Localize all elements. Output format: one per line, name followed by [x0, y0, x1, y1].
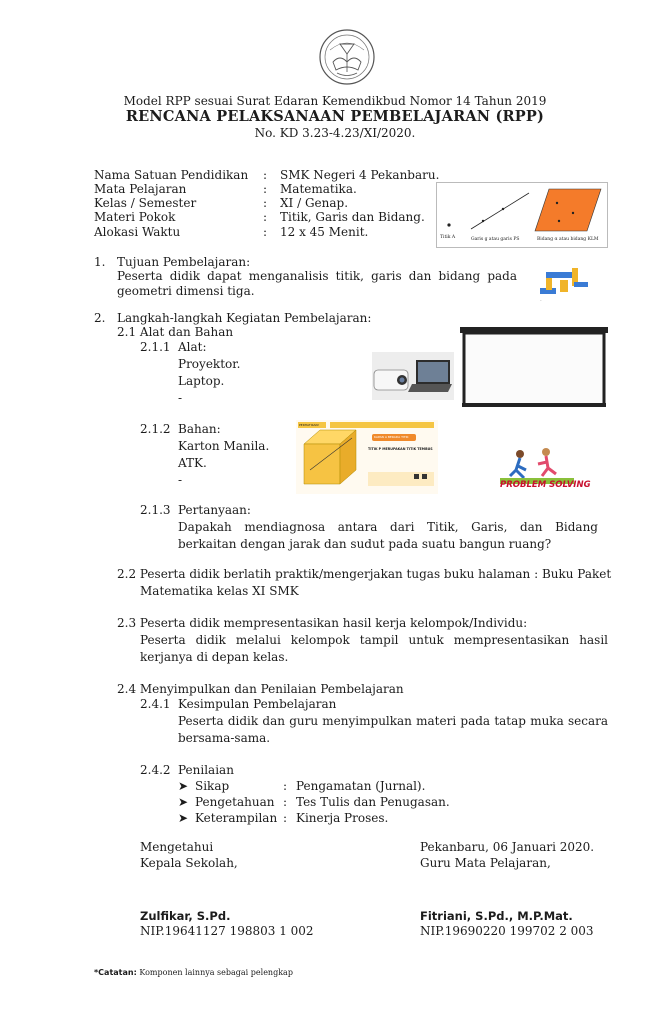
- line-g-icon: [471, 193, 529, 229]
- caption-plane: Bidang α atau bidang KLM: [537, 237, 599, 242]
- section-2-1-3-text: Dapakah mendiagnosa antara dari Titik, Garis, dan Bidang berkaitan dengan jarak dan sudut pada suatu bangun ruang?: [178, 520, 598, 551]
- identity-value: Matematika.: [280, 182, 357, 196]
- identity-colon: :: [263, 182, 268, 196]
- caption-line: Garis g atau garis PS: [471, 237, 520, 242]
- assessment-value: Pengamatan (Jurnal).: [296, 779, 426, 793]
- projector-laptop-image: [372, 352, 454, 400]
- cube-slide-label: PERHATIKAN!: [299, 423, 319, 427]
- material-item: ATK.: [178, 456, 207, 470]
- section-2-1-3-number: 2.1.3: [140, 503, 171, 517]
- section-2-3-heading: 2.3 Peserta didik mempresentasikan hasil kerja kelompok/Individu:: [117, 616, 528, 630]
- signature-left-line-1: Mengetahui: [140, 840, 214, 854]
- tool-item: -: [178, 391, 183, 405]
- section-2-4-1-number: 2.4.1: [140, 697, 171, 711]
- projection-screen-image: [460, 327, 608, 409]
- identity-value: Titik, Garis dan Bidang.: [280, 210, 425, 224]
- identity-label: Alokasi Waktu: [94, 225, 181, 239]
- section-2-4-2-number: 2.4.2: [140, 763, 171, 777]
- section-1-text: Peserta didik dapat menganalisis titik, garis dan bidang pada geometri dimensi tiga.: [117, 269, 517, 298]
- section-1-title: Tujuan Pembelajaran:: [117, 255, 251, 269]
- signature-right-line-2: Guru Mata Pelajaran,: [420, 856, 551, 870]
- identity-colon: :: [263, 168, 268, 182]
- footnote-text: Komponen lainnya sebagai pelengkap: [139, 968, 293, 977]
- cube-slide-image: [296, 420, 438, 494]
- section-2-4-1-text: Peserta didik dan guru menyimpulkan materi pada tatap muka secara bersama-sama.: [178, 714, 608, 745]
- identity-colon: :: [263, 210, 268, 224]
- identity-label: Materi Pokok: [94, 210, 176, 224]
- section-2-1-1-number: 2.1.1: [140, 340, 171, 354]
- assessment-label: Keterampilan: [195, 811, 278, 825]
- teacher-name: Fitriani, S.Pd., M.P.Mat.: [420, 909, 573, 923]
- arrow-bullet-icon: ➤: [178, 795, 189, 809]
- identity-value: SMK Negeri 4 Pekanbaru.: [280, 168, 440, 182]
- section-2-2-heading: 2.2 Peserta didik berlatih praktik/mengerjakan tugas buku halaman : Buku Paket: [117, 567, 612, 581]
- principal-name: Zulfikar, S.Pd.: [140, 909, 231, 923]
- assessment-colon: :: [283, 795, 288, 809]
- problem-solving-label: PROBLEM SOLVING: [500, 480, 591, 490]
- principal-nip: NIP.19641127 198803 1 002: [140, 924, 314, 938]
- plane-alpha-icon: [535, 189, 601, 231]
- identity-value: 12 x 45 Menit.: [280, 225, 369, 239]
- geometry-figure: [436, 182, 608, 248]
- section-2-1-2-title: Bahan:: [178, 422, 221, 436]
- document-title: RENCANA PELAKSANAAN PEMBELAJARAN (RPP): [125, 108, 545, 125]
- kd-number: No. KD 3.23-4.23/XI/2020.: [254, 126, 416, 140]
- signature-left-line-2: Kepala Sekolah,: [140, 856, 238, 870]
- identity-label: Nama Satuan Pendidikan: [94, 168, 249, 182]
- assessment-label: Sikap: [195, 779, 230, 793]
- assessment-colon: :: [283, 811, 288, 825]
- section-2-3-text: Peserta didik melalui kelompok tampil untuk mempresentasikan hasil kerjanya di depan kelas.: [140, 633, 608, 664]
- identity-label: Mata Pelajaran: [94, 182, 187, 196]
- section-2-1-3-title: Pertanyaan:: [178, 503, 251, 517]
- section-1-number: 1.: [94, 255, 106, 269]
- assessment-value: Tes Tulis dan Penugasan.: [296, 795, 450, 809]
- footnote-label: *Catatan:: [94, 968, 137, 977]
- footnote: [94, 968, 293, 978]
- signature-right-line-1: Pekanbaru, 06 Januari 2020.: [420, 840, 595, 854]
- tool-item: Laptop.: [178, 374, 225, 388]
- material-item: -: [178, 473, 183, 487]
- model-line: Model RPP sesuai Surat Edaran Kemendikbud Nomor 14 Tahun 2019: [123, 94, 547, 108]
- section-2-1-2-number: 2.1.2: [140, 422, 171, 436]
- assessment-value: Kinerja Proses.: [296, 811, 389, 825]
- assessment-label: Pengetahuan: [195, 795, 275, 809]
- robot-arm-icon: [538, 264, 590, 302]
- identity-value: XI / Genap.: [280, 196, 349, 210]
- cube-slide-caption: TITIK P MERUPAKAN TITIK TEMBUS: [368, 447, 433, 451]
- section-2-4-1-title: Kesimpulan Pembelajaran: [178, 697, 337, 711]
- point-a-icon: [447, 223, 450, 226]
- problem-solving-image: [498, 444, 591, 494]
- section-2-1-heading: 2.1 Alat dan Bahan: [117, 325, 234, 339]
- section-2-4-heading: 2.4 Menyimpulkan dan Penilaian Pembelajaran: [117, 682, 404, 696]
- identity-colon: :: [263, 196, 268, 210]
- section-2-number: 2.: [94, 311, 106, 325]
- section-2-1-1-title: Alat:: [178, 340, 207, 354]
- arrow-bullet-icon: ➤: [178, 811, 189, 825]
- identity-label: Kelas / Semester: [94, 196, 197, 210]
- assessment-colon: :: [283, 779, 288, 793]
- cube-slide-button-text: KAPAN A BERADA TITIK: [374, 435, 409, 439]
- tut-wuri-handayani-logo-icon: [318, 28, 376, 86]
- caption-point: Titik A: [440, 235, 456, 240]
- section-2-2-continuation: Matematika kelas XI SMK: [140, 584, 299, 598]
- tool-item: Proyektor.: [178, 357, 241, 371]
- material-item: Karton Manila.: [178, 439, 270, 453]
- arrow-bullet-icon: ➤: [178, 779, 189, 793]
- identity-colon: :: [263, 225, 268, 239]
- section-2-4-2-title: Penilaian: [178, 763, 234, 777]
- teacher-nip: NIP.19690220 199702 2 003: [420, 924, 594, 938]
- section-2-title: Langkah-langkah Kegiatan Pembelajaran:: [117, 311, 372, 325]
- svg-text:_: _: [540, 297, 542, 301]
